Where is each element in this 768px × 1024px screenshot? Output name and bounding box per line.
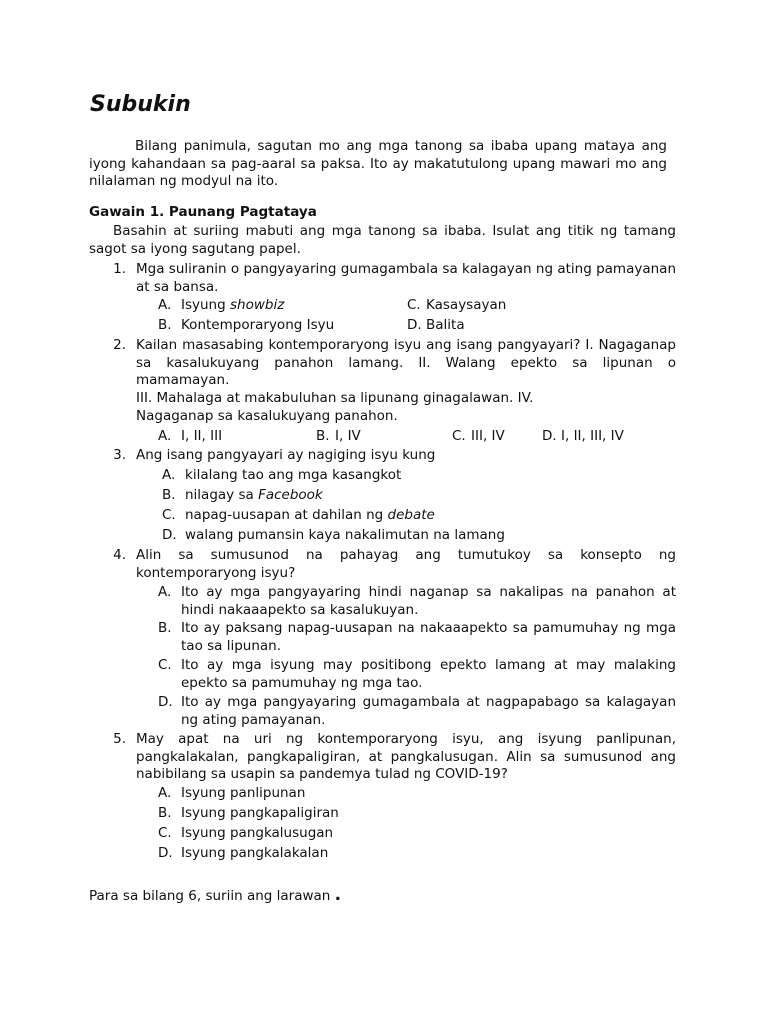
- option-text: Ito ay mga pangyayaring hindi naganap sa nakalipas na panahon at hindi nakaaapekto sa kasalukuyan.: [181, 584, 676, 618]
- option-text: Isyung panlipunan: [181, 785, 306, 801]
- option-text: Ito ay mga pangyayaring gumagambala at nagpapabago sa kalagayan ng ating pamayanan.: [181, 694, 676, 728]
- option-text: III, IV: [471, 428, 505, 444]
- option-letter: A.: [158, 785, 172, 801]
- option-text: I, IV: [335, 428, 361, 444]
- question-text: May apat na uri ng kontemporaryong isyu, ang isyung panlipunan, pangkalakalan, pangkapaligiran, at pangkalusugan. Alin sa sumusunod ang nabibilang sa usapin sa pandemya tulad ng COVID-19?: [136, 731, 676, 782]
- option-text: Balita: [426, 317, 465, 333]
- option-text: napag-uusapan at dahilan ng debate: [185, 507, 435, 523]
- option-letter: B.: [158, 805, 172, 821]
- option-letter: C.: [162, 507, 176, 523]
- question-text: Kailan masasabing kontemporaryong isyu ang isang pangyayari? I. Nagaganap sa kasalukuyang panahon lamang. II. Walang epekto sa lipunan o mamamayan.: [136, 337, 676, 388]
- option-text: nilagay sa Facebook: [185, 487, 323, 503]
- question-number: 1.: [113, 261, 126, 277]
- option-letter: B.: [316, 428, 330, 444]
- question-number: 4.: [113, 547, 126, 563]
- question-text: Mga suliranin o pangyayaring gumagambala sa kalagayan ng ating pamayanan at sa bansa.: [136, 261, 676, 295]
- option-letter: D.: [162, 527, 177, 543]
- option-text: Kasaysayan: [426, 297, 507, 313]
- activity-instruction: Basahin at suriing mabuti ang mga tanong sa ibaba. Isulat ang titik ng tamang sagot sa iyong sagutang papel.: [89, 223, 676, 257]
- option-text: kilalang tao ang mga kasangkot: [185, 467, 402, 483]
- question-number: 5.: [113, 731, 126, 747]
- option-text: Ito ay paksang napag-uusapan na nakaaapekto sa pamumuhay ng mga tao sa lipunan.: [181, 620, 676, 654]
- option-letter: C.: [452, 428, 466, 444]
- option-letter: C.: [407, 297, 421, 313]
- option-text: I, II, III: [181, 428, 223, 444]
- option-letter: D.: [158, 845, 173, 861]
- option-text: Isyung pangkapaligiran: [181, 805, 339, 821]
- question-number: 2.: [113, 337, 126, 353]
- option-letter: A.: [162, 467, 176, 483]
- question-text: Alin sa sumusunod na pahayag ang tumutukoy sa konsepto ng kontemporaryong isyu?: [136, 547, 676, 581]
- option-text: Isyung pangkalakalan: [181, 845, 329, 861]
- footer-dot: .: [334, 885, 342, 905]
- option-letter: B.: [162, 487, 176, 503]
- option-letter: D.: [542, 428, 557, 444]
- option-letter: D.: [407, 317, 422, 333]
- option-text: Isyung showbiz: [181, 297, 285, 313]
- option-letter: A.: [158, 297, 172, 313]
- option-letter: B.: [158, 620, 172, 636]
- option-text: Isyung pangkalusugan: [181, 825, 334, 841]
- option-letter: A.: [158, 428, 172, 444]
- option-letter: C.: [158, 657, 172, 673]
- page-title: Subukin: [90, 92, 191, 117]
- option-letter: C.: [158, 825, 172, 841]
- question-text-continued: III. Mahalaga at makabuluhan sa lipunang ginagalawan. IV. Nagaganap sa kasalukuyang panahon.: [136, 390, 534, 424]
- option-letter: D.: [158, 694, 173, 710]
- option-letter: A.: [158, 584, 172, 600]
- option-text: Ito ay mga isyung may positibong epekto lamang at may malaking epekto sa pamumuhay ng mga tao.: [181, 657, 676, 691]
- option-text: Kontemporaryong Isyu: [181, 317, 335, 333]
- question-number: 3.: [113, 447, 126, 463]
- footer-note: Para sa bilang 6, suriin ang larawan .: [89, 885, 342, 905]
- activity-title: Gawain 1. Paunang Pagtataya: [89, 204, 317, 220]
- question-text: Ang isang pangyayari ay nagiging isyu kung: [136, 447, 436, 463]
- option-letter: B.: [158, 317, 172, 333]
- option-text: walang pumansin kaya nakalimutan na lamang: [185, 527, 505, 543]
- intro-paragraph: Bilang panimula, sagutan mo ang mga tanong sa ibaba upang mataya ang iyong kahandaan sa pag-aaral sa paksa. Ito ay makatutulong upang mawari mo ang nilalaman ng modyul na ito.: [89, 138, 667, 189]
- option-text: I, II, III, IV: [561, 428, 624, 444]
